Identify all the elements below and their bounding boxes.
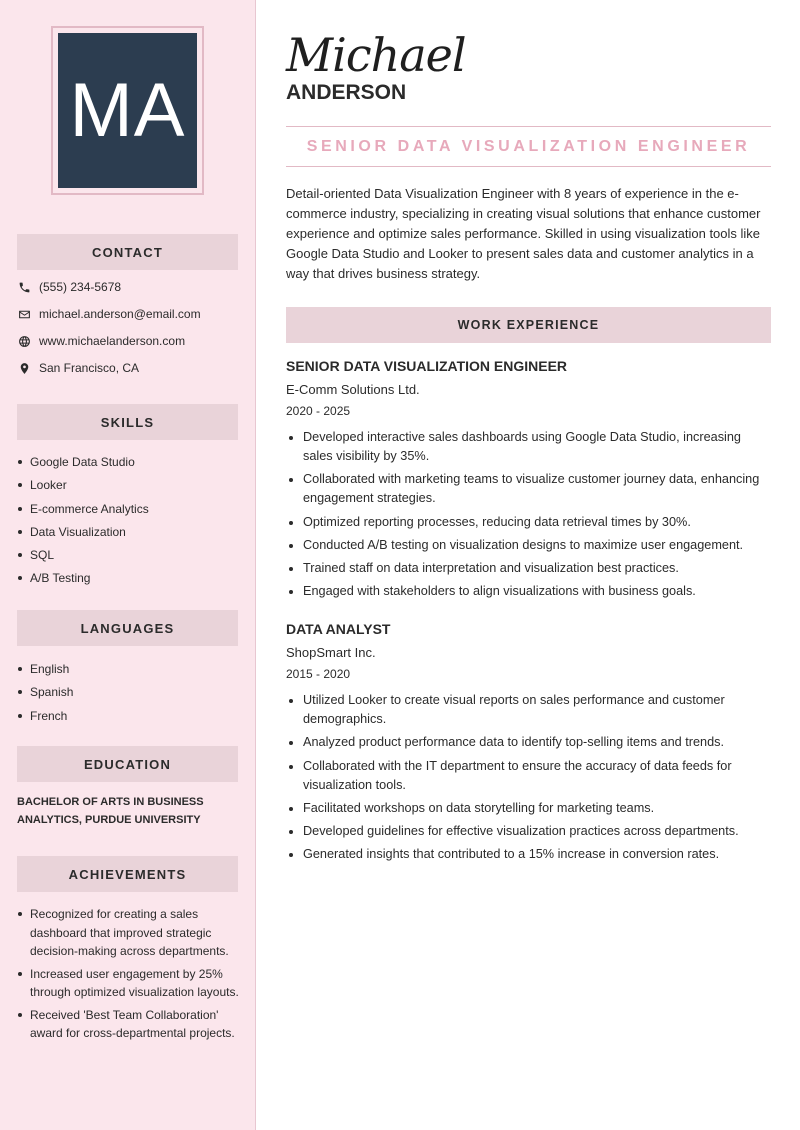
contact-location (17, 361, 139, 375)
list-item: Collaborated with the IT department to ensure the accuracy of data feeds for visualization tools. (286, 757, 771, 795)
list-item: Developed interactive sales dashboards using Google Data Studio, increasing sales visibility by 35%. (286, 428, 771, 466)
job-bullets (286, 428, 771, 606)
list-item: Developed guidelines for effective visualization practices across departments. (286, 822, 771, 841)
contact-website (17, 334, 185, 348)
title-rule-top (286, 126, 771, 127)
skills-list (17, 455, 242, 595)
job-years: 2020 - 2025 (286, 404, 351, 418)
list-item: Recognized for creating a sales dashboard that improved strategic decision-making across departments. (17, 905, 242, 961)
achievements-heading: ACHIEVEMENTS (17, 856, 238, 892)
list-item: Engaged with stakeholders to align visualizations with business goals. (286, 582, 771, 601)
list-item: Optimized reporting processes, reducing data retrieval times by 30%. (286, 513, 771, 532)
skills-heading: SKILLS (17, 404, 238, 440)
list-item: Google Data Studio (17, 455, 242, 478)
job-company: ShopSmart Inc. (286, 645, 376, 660)
website-text: www.michaelanderson.com (39, 334, 186, 348)
languages-heading: LANGUAGES (17, 610, 238, 646)
list-item: Generated insights that contributed to a 15% increase in conversion rates. (286, 845, 771, 864)
education-degree: BACHELOR OF ARTS IN BUSINESS ANALYTICS, PURDUE UNIVERSITY (17, 796, 204, 826)
monogram-box (58, 33, 197, 188)
list-item: Data Visualization (17, 525, 242, 548)
list-item: Spanish (17, 685, 242, 708)
list-item: French (17, 709, 242, 732)
list-item: English (17, 662, 242, 685)
list-item: Received 'Best Team Collaboration' award for cross-departmental projects. (17, 1006, 242, 1043)
list-item: Increased user engagement by 25% through optimized visualization layouts. (17, 965, 242, 1002)
job-role: DATA ANALYST (286, 621, 391, 637)
job-years: 2015 - 2020 (286, 667, 351, 681)
contact-heading: CONTACT (17, 234, 238, 270)
achievements-list (17, 905, 242, 1047)
summary: Detail-oriented Data Visualization Engineer with 8 years of experience in the e-commerce industry, specializing in creating visual solutions that enhance customer experience and optimize sales performance. Skilled in using visualization tools like Google Data Studio and Looker to present sales data and customer analytics in a way that drives business strategy. (286, 186, 761, 281)
list-item: E-commerce Analytics (17, 502, 242, 525)
main-content (257, 0, 800, 1130)
list-item: Analyzed product performance data to identify top-selling items and trends. (286, 733, 771, 752)
monogram: MA (69, 68, 186, 153)
job-title: SENIOR DATA VISUALIZATION ENGINEER (306, 138, 751, 155)
monogram-frame (51, 26, 204, 195)
phone-text: (555) 234-5678 (39, 280, 122, 294)
list-item: Trained staff on data interpretation and visualization best practices. (286, 559, 771, 578)
job-role: SENIOR DATA VISUALIZATION ENGINEER (286, 358, 568, 374)
job-bullets (286, 691, 771, 869)
list-item: Collaborated with marketing teams to visualize customer journey data, enhancing engagement strategies. (286, 470, 771, 508)
location-text: San Francisco, CA (39, 361, 140, 375)
last-name: ANDERSON (286, 81, 407, 104)
list-item: Looker (17, 478, 242, 501)
envelope-icon (17, 307, 31, 321)
list-item: Facilitated workshops on data storytelling for marketing teams. (286, 799, 771, 818)
contact-email (17, 307, 201, 321)
phone-icon (17, 280, 31, 294)
education-heading: EDUCATION (17, 746, 238, 782)
job-company: E-Comm Solutions Ltd. (286, 382, 420, 397)
location-pin-icon (17, 361, 31, 375)
list-item: SQL (17, 548, 242, 571)
contact-phone (17, 280, 121, 294)
globe-icon (17, 334, 31, 348)
email-text: michael.anderson@email.com (39, 307, 201, 321)
languages-list (17, 662, 242, 732)
list-item: Conducted A/B testing on visualization designs to maximize user engagement. (286, 536, 771, 555)
list-item: A/B Testing (17, 571, 242, 594)
sidebar (0, 0, 256, 1130)
list-item: Utilized Looker to create visual reports on sales performance and customer demographics. (286, 691, 771, 729)
title-rule-bottom (286, 166, 771, 167)
work-experience-heading: WORK EXPERIENCE (286, 307, 771, 343)
first-name: Michael (286, 28, 466, 82)
